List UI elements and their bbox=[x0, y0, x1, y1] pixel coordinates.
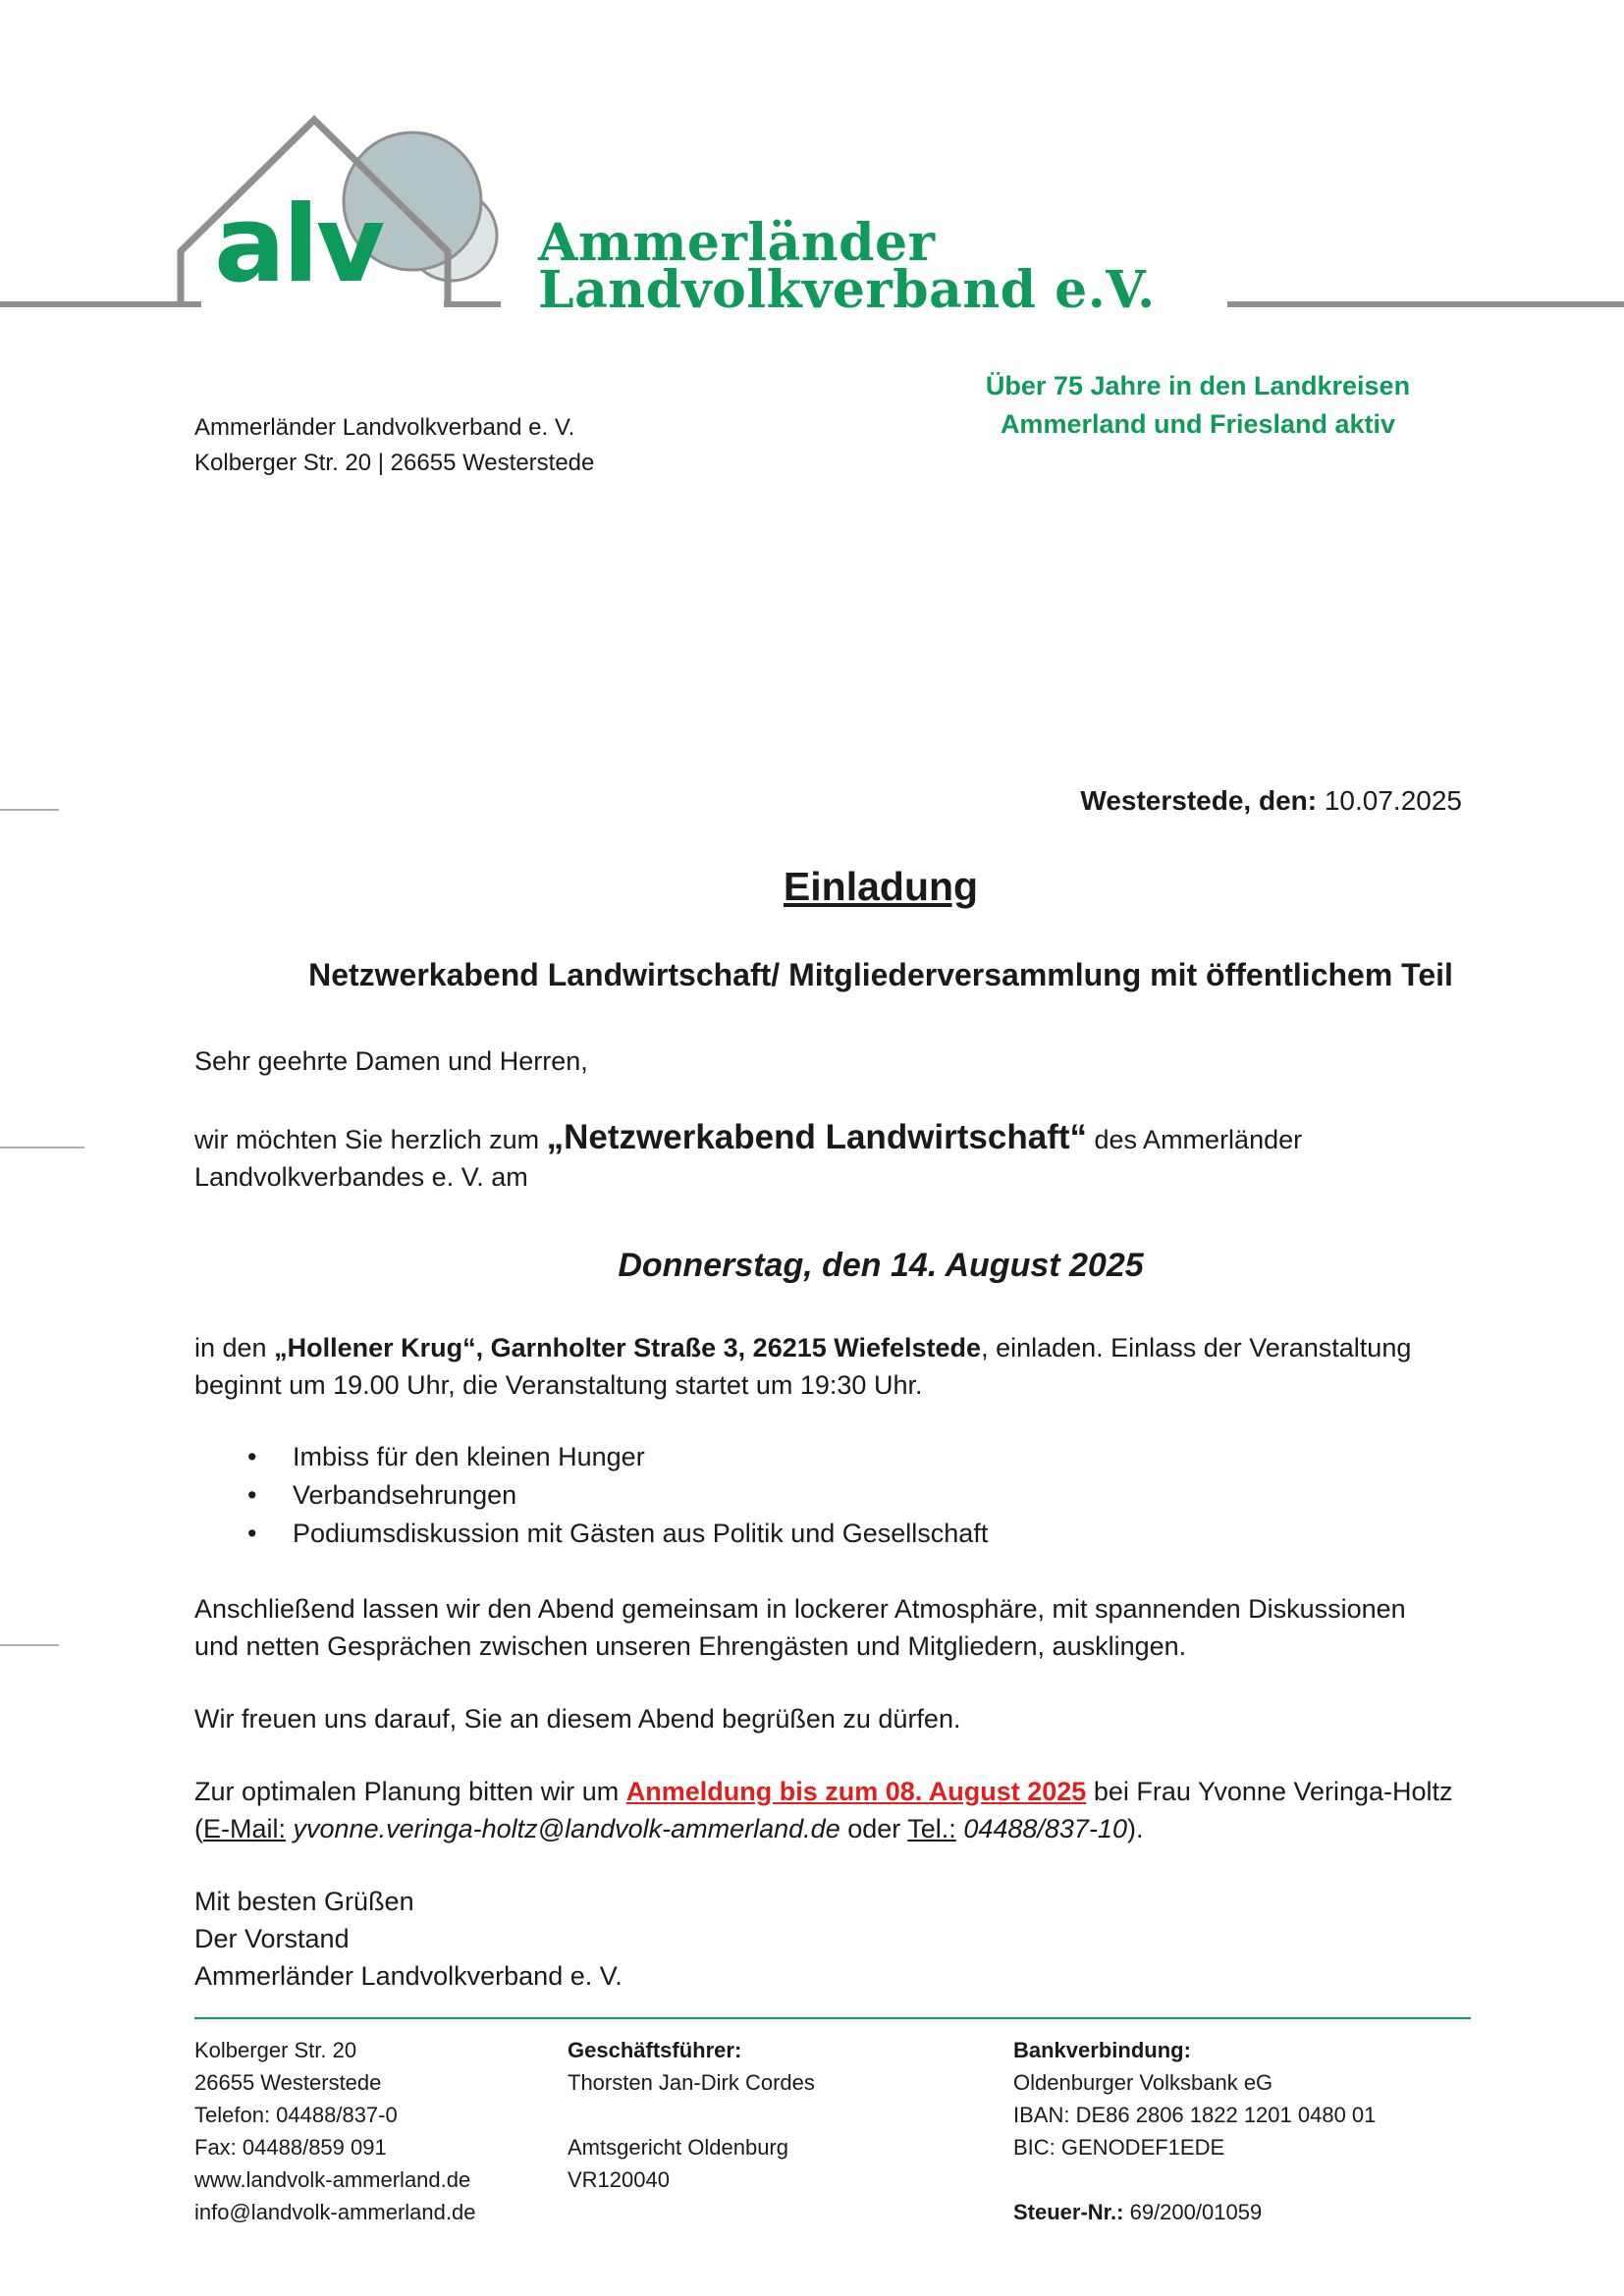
slogan bbox=[972, 367, 1424, 444]
registration-deadline: Anmeldung bis zum 08. August 2025 bbox=[625, 1777, 1087, 1806]
intro-after: des Ammerländer bbox=[1087, 1125, 1303, 1154]
list-item: • Imbiss für den kleinen Hunger bbox=[293, 1438, 988, 1476]
paren-close: ). bbox=[1126, 1814, 1144, 1843]
registration-after: bei Frau Yvonne Veringa-Holtz bbox=[1086, 1777, 1453, 1806]
closing-paragraph bbox=[194, 1590, 1471, 1665]
or-text: oder bbox=[839, 1814, 908, 1843]
logo-name-line1: Ammerländer bbox=[538, 213, 936, 273]
registration-paragraph bbox=[194, 1773, 1471, 1847]
list-item: • Podiumsdiskussion mit Gästen aus Politik und Gesellschaft bbox=[293, 1515, 988, 1553]
footer-website[interactable]: www.landvolk-ammerland.de bbox=[194, 2167, 471, 2192]
venue-line2: beginnt um 19.00 Uhr, die Veranstaltung startet um 19:30 Uhr. bbox=[194, 1370, 923, 1400]
page-title: Einladung bbox=[783, 864, 979, 909]
venue-after: , einladen. Einlass der Veranstaltung bbox=[981, 1333, 1412, 1362]
footer-city: 26655 Westerstede bbox=[194, 2070, 382, 2095]
footer-bank-head: Bankverbindung: bbox=[1013, 2038, 1191, 2062]
footer-rule bbox=[194, 2017, 1471, 2019]
sender-address bbox=[194, 410, 594, 481]
signature-line3: Ammerländer Landvolkverband e. V. bbox=[194, 1961, 623, 1991]
footer-fax: Fax: 04488/859 091 bbox=[194, 2135, 387, 2160]
logo-mark: alv bbox=[214, 184, 383, 306]
email-link[interactable]: yvonne.veringa-holtz@landvolk-ammerland.de bbox=[286, 1814, 840, 1843]
footer-manager-head: Geschäftsführer: bbox=[568, 2038, 742, 2062]
tel-label: Tel.: bbox=[907, 1814, 956, 1843]
footer-register: VR120040 bbox=[568, 2167, 670, 2192]
footer-phone: Telefon: 04488/837-0 bbox=[194, 2103, 398, 2127]
footer-iban: IBAN: DE86 2806 1822 1201 0480 01 bbox=[1013, 2103, 1377, 2127]
footer-court: Amtsgericht Oldenburg bbox=[568, 2135, 788, 2160]
date-value: 10.07.2025 bbox=[1324, 785, 1462, 816]
list-item: • Verbandsehrungen bbox=[293, 1476, 988, 1515]
intro-before: wir möchten Sie herzlich zum bbox=[194, 1125, 547, 1154]
date-label: Westerstede, den: bbox=[1080, 785, 1318, 816]
footer-bic: BIC: GENODEF1EDE bbox=[1013, 2135, 1225, 2160]
intro-highlight: „Netzwerkabend Landwirtschaft“ bbox=[546, 1118, 1088, 1156]
slogan-line1: Über 75 Jahre in den Landkreisen bbox=[985, 371, 1411, 400]
punch-mark-middle bbox=[0, 1147, 84, 1148]
header-rule-right bbox=[1227, 301, 1624, 307]
footer-tax-value: 69/200/01059 bbox=[1123, 2200, 1263, 2224]
footer-address bbox=[194, 2034, 475, 2228]
paren-open: ( bbox=[194, 1814, 203, 1843]
logo-name-line2: Landvolkverband e.V. bbox=[538, 260, 1156, 320]
slogan-line2: Ammerland und Friesland aktiv bbox=[1000, 409, 1396, 439]
fold-mark-top bbox=[0, 809, 59, 811]
closing-line1: Anschließend lassen wir den Abend gemeinsam in lockerer Atmosphäre, mit spannenden Diskussionen bbox=[194, 1594, 1406, 1624]
signature-line2: Der Vorstand bbox=[194, 1924, 350, 1953]
program-list bbox=[194, 1438, 988, 1553]
signature bbox=[194, 1883, 1471, 1995]
sender-line1: Ammerländer Landvolkverband e. V. bbox=[194, 414, 575, 441]
footer-manager-name: Thorsten Jan-Dirk Cordes bbox=[568, 2070, 815, 2095]
subtitle: Netzwerkabend Landwirtschaft/ Mitgliederversammlung mit öffentlichem Teil bbox=[308, 957, 1453, 992]
sender-line2: Kolberger Str. 20 | 26655 Westerstede bbox=[194, 450, 595, 476]
footer-email[interactable]: info@landvolk-ammerland.de bbox=[194, 2200, 476, 2224]
signature-line1: Mit besten Grüßen bbox=[194, 1887, 414, 1916]
tel-number[interactable]: 04488/837-10 bbox=[955, 1814, 1127, 1843]
letter-date bbox=[1080, 785, 1462, 817]
footer-bank-name: Oldenburger Volksbank eG bbox=[1013, 2070, 1273, 2095]
registration-before: Zur optimalen Planung bitten wir um bbox=[194, 1777, 626, 1806]
venue-paragraph bbox=[194, 1329, 1471, 1404]
footer-tax-label: Steuer-Nr.: bbox=[1013, 2200, 1124, 2224]
footer-bank bbox=[1013, 2034, 1376, 2228]
salutation: Sehr geehrte Damen und Herren, bbox=[194, 1046, 588, 1076]
footer-street: Kolberger Str. 20 bbox=[194, 2038, 357, 2062]
venue-bold: „Hollener Krug“, Garnholter Straße 3, 26215 Wiefelstede bbox=[274, 1333, 982, 1362]
event-date: Donnerstag, den 14. August 2025 bbox=[618, 1247, 1144, 1284]
closing-line2: und netten Gesprächen zwischen unseren Ehrengästen und Mitgliedern, ausklingen. bbox=[194, 1631, 1187, 1661]
fold-mark-bottom bbox=[0, 1644, 59, 1646]
intro-paragraph bbox=[194, 1119, 1471, 1196]
email-label: E-Mail: bbox=[203, 1814, 287, 1843]
intro-line2: Landvolkverbandes e. V. am bbox=[194, 1162, 528, 1192]
footer-management bbox=[568, 2034, 815, 2196]
welcome-text: Wir freuen uns darauf, Sie an diesem Abend begrüßen zu dürfen. bbox=[194, 1704, 961, 1734]
venue-before: in den bbox=[194, 1333, 275, 1362]
